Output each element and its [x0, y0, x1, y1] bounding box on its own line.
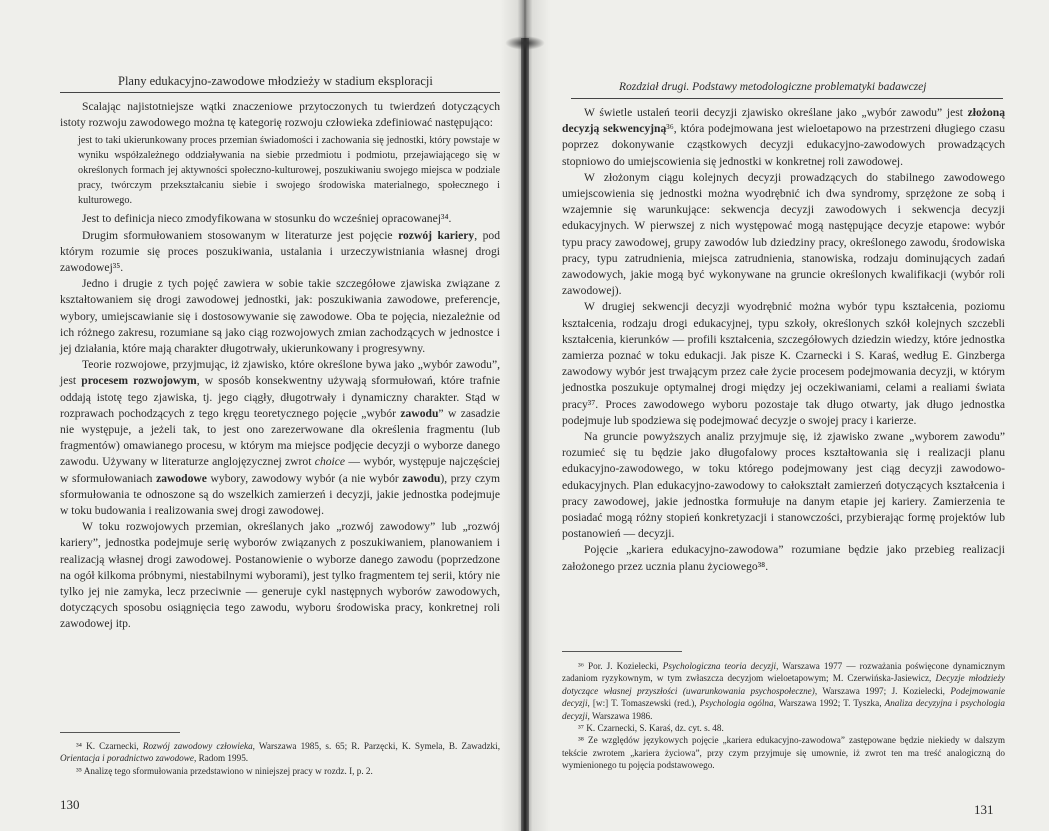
book-spine [521, 38, 529, 831]
right-footnotes [562, 660, 1005, 772]
right-page [527, 0, 1049, 831]
right-paragraph-5: Pojęcie „kariera edukacyjno-zawodowa” rozumiane będzie jako przebieg realizacji założonego przez ucznia planu życiowego³⁸. [562, 543, 1005, 573]
right-paragraph-2: W złożonym ciągu kolejnych decyzji prowadzących do stabilnego zawodowego umiejscowienia się jednostki można wyodrębnić ich dwa syndromy, sprzężone ze sobą i wzajemnie się warunkujące: sekwencja decyzji zawodowych i sekwencja decyzji edukacyjnych. W pierwszej z nich występować mogą następujące decyzje etapowe: wybór typu pracy zawodowej, grupy zawodów lub dziedziny pracy, określonego zawodu, środowiska pracy, typu zatrudnienia, miejsca zatrudnienia, stanowiska, rodzaju dominujących zadań zawodowych, jakie mogą być wykonywane na gruncie określonych kwalifikacji (wybór roli zawodowej). [562, 170, 1005, 298]
footnote-38: ³⁸ Ze względów językowych pojęcie „kariera edukacyjno-zawodowa” zastępowane będzie niekiedy w dalszym tekście zwrotem „kariera życiowa”, przy czym przyjmuje się umownie, iż zwrot ten ma treść analogiczną do wymienionego tu pojęcia podstawowego. [562, 735, 1005, 771]
left-paragraph-5: W toku rozwojowych przemian, określanych jako „rozwój zawodowy” lub „rozwój kariery”, jednostka podejmuje serię wyborów związanych z poszukiwaniem, planowaniem i realizacją własnej drogi zawodowej. Postanowienie o wyborze danego zawodu (poprzedzone na ogół kilkoma próbnymi, niestabilnymi wyborami), jest tylko fragmentem tej serii, który nie tylko jej nie zamyka, lecz przeciwnie — generuje cykl następnych wyborów zawodowych, dotyczących sposobu osiągnięcia tego zawodu, wyboru środowiska pracy, konkretnej roli zawodowej itp. [60, 520, 500, 631]
left-running-head: Plany edukacyjno-zawodowe młodzieży w stadium eksploracji [118, 74, 433, 88]
left-page [0, 0, 522, 831]
footnote-35: ³⁵ Analizę tego sformułowania przedstawiono w niniejszej pracy w rozdz. I, p. 2. [76, 765, 373, 776]
left-intro-paragraph: Scalając najistotniejsze wątki znaczeniowe przytoczonych tu twierdzeń dotyczących istoty rozwoju zawodowego można tę kategorię rozwoju człowieka zdefiniować następująco: [60, 100, 500, 130]
footnote-34: ³⁴ K. Czarnecki, Rozwój zawodowy człowieka, Warszawa 1985, s. 65; R. Parzęcki, K. Symela, B. Zawadzki, Orientacja i poradnictwo zawodowe, Radom 1995. [60, 741, 500, 764]
left-paragraph-1: Jest to definicja nieco zmodyfikowana w stosunku do wcześniej opracowanej³⁴. [82, 212, 452, 226]
right-footnote-rule [562, 651, 682, 652]
left-paragraph-3: Jedno i drugie z tych pojęć zawiera w sobie takie szczegółowe zjawiska związane z kształtowaniem się drogi zawodowej jednostki, jak: poszukiwania zawodowe, preferencje, wybory, umiejscawianie się i dostosowywanie się zawodowe. Oba te pojęcia, niezależnie od ich różnego zakresu, rozumiane są jako ciąg rozwojowych zmian zachodzących w jednostce i jej działania, które mają charakter długotrwały, ukierunkowany i progresywny. [60, 277, 500, 356]
right-body-text [562, 105, 1005, 575]
left-paragraph-2: Drugim sformułowaniem stosowanym w literaturze jest pojęcie rozwój kariery, pod którym rozumie się proces poszukiwania, ustalania i urzeczywistniania własnej drogi zawodowej³⁵. [60, 228, 500, 275]
footnote-37: ³⁷ K. Czarnecki, S. Karaś, dz. cyt. s. 48. [578, 723, 724, 734]
right-running-head: Rozdział drugi. Podstawy metodologiczne problematyki badawczej [619, 81, 927, 93]
definition-quote: jest to taki ukierunkowany proces przemian świadomości i zachowania się jednostki, który powstaje w wyniku współzależnego oddziaływania na siebie przedmiotu i podmiotu, przejawiającego się w określonych formach jej aktywności społeczno-kulturowej, poszukiwaniu swojego miejsca w podziale pracy, twórczym przekształcaniu siebie i swojego środowiska materialnego, społecznego i kulturowego. [78, 135, 500, 207]
left-footnotes [60, 740, 500, 777]
right-paragraph-3: W drugiej sekwencji decyzji wyodrębnić można wybór typu kształcenia, poziomu kształcenia, rodzaju drogi edukacyjnej, typu szkoły, określonych szkół kolejnych szczebli kształcenia, kierunków — profili kształcenia, szczegółowych dziedzin wiedzy, które jednostka zamierza poznać w toku edukacji. Jak pisze K. Czarnecki i S. Karaś, według E. Ginzberga zawodowy wybór jest trwającym przez całe życie procesem podejmowania decyzji, w którym jednostka poszukuje optymalnej drogi między jej oczekiwaniami, celami a realiami świata pracy³⁷. Proces zawodowego wyboru pozostaje tak długo otwarty, jak długo jednostka podejmuje lub spodziewa się podejmować decyzje o swojej pracy i karierze. [562, 300, 1005, 427]
right-head-rule [571, 98, 1003, 99]
left-paragraph-4: Teorie rozwojowe, przyjmując, iż zjawisko, które określone bywa jako „wybór zawodu”, jest procesem rozwojowym, w sposób konsekwentny używają sformułowań, które trafnie oddają istotę tego zjawiska, tj. jego ciągły, długotrwały i dynamiczny charakter. Stąd w rozprawach pochodzących z tego kręgu teoretycznego pojęcie „wybór zawodu” w zasadzie nie występuje, a jeżeli tak, to jest ono zarezerwowane dla określenia fragmentu (lub fragmentów) omawianego procesu, w którym ma miejsce podjęcie decyzji o wyborze danego zawodu. Używany w literaturze anglojęzycznej zwrot choice — wybór, występuje najczęściej w sformułowaniach zawodowe wybory, zawodowy wybór (a nie wybór zawodu), przy czym sformułowania te odnoszone są do wszelkich zamierzeń i decyzji, jakie jednostka podejmuje w toku budowania i realizowania swej drogi zawodowej. [60, 358, 500, 518]
right-paragraph-4: Na gruncie powyższych analiz przyjmuje się, iż zjawisko zwane „wyborem zawodu” rozumieć się tu będzie jako długofalowy proces kształtowania się i realizacji planu edukacyjno-zawodowego, w toku którego podejmowany jest ciąg decyzji zawodowo-edukacyjnych. Plan edukacyjno-zawodowy to całokształt zamierzeń dotyczących kształcenia i pracy zawodowej, jakie jednostka formułuje na danym etapie jej kariery. Zamierzenia te posiadać mogą różny stopień konkretyzacji i stanowczości, przybierając formę projektów lub postanowień — decyzji. [562, 430, 1005, 541]
term-career-development: rozwój kariery [398, 228, 475, 242]
left-body-text [60, 99, 500, 633]
book-spine-top [505, 36, 545, 50]
left-page-number: 130 [60, 797, 80, 812]
left-footnote-rule [60, 732, 180, 733]
right-page-number: 131 [974, 802, 994, 817]
footnote-36: ³⁶ Por. J. Kozielecki, Psychologiczna teoria decyzji, Warszawa 1977 — rozważania poświęcone dynamicznym zadaniom ryzykownym, w tym zwłaszcza decyzjom wieloetapowym; M. Czerwińska-Jasiewicz, Decyzje młodzieży dotyczące własnej przyszłości (uwarunkowania psychospołeczne), Warszawa 1997; J. Kozielecki, Podejmowanie decyzji, [w:] T. Tomaszewski (red.), Psychologia ogólna, Warszawa 1992; T. Tyszka, Analiza decyzyjna i psychologia decyzji, Warszawa 1986. [562, 661, 1005, 721]
left-head-rule [60, 92, 500, 93]
right-paragraph-1: W świetle ustaleń teorii decyzji zjawisko określane jako „wybór zawodu” jest złożoną decyzją sekwencyjną³⁶, która podejmowana jest wieloetapowo na przestrzeni długiego czasu poprzez dokonywanie cząstkowych decyzji edukacyjno-zawodowych prowadzących stopniowo do umiejscowienia się jednostki w konkretnej roli zawodowej. [562, 106, 1005, 168]
term-sequential-decision: złożoną decyzją sekwencyjną [562, 106, 1005, 136]
